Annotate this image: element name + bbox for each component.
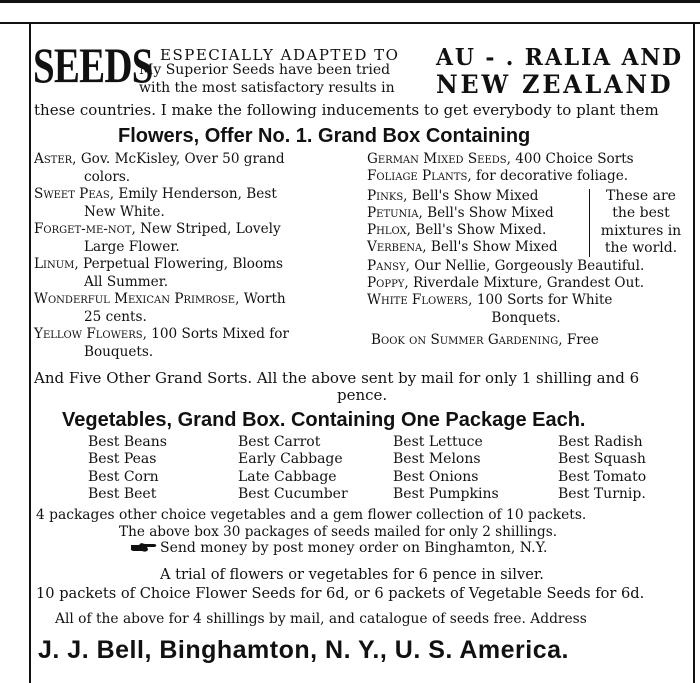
vegetables-heading: Vegetables, Grand Box. Containing One Package Each. <box>62 409 586 431</box>
flower-item-sweet-peas <box>34 186 277 221</box>
item-name: Poppy <box>367 275 405 291</box>
vegetable-column-2 <box>238 434 348 504</box>
item-name: Wonderful Mexican Primrose <box>34 291 236 307</box>
flower-item-forget-me-not <box>34 221 281 256</box>
flower-item-german-mixed <box>367 151 634 169</box>
region-line-new-zealand: NEW ZEALAND <box>436 70 674 99</box>
item-desc: , Perpetual Flowering, Blooms <box>74 256 284 272</box>
vegetable-column-4 <box>558 434 646 504</box>
vegetable-item: Best Radish <box>558 434 643 450</box>
item-desc: , Bell's Show Mixed <box>418 205 554 221</box>
top-rule <box>0 0 700 3</box>
item-desc: , Gov. McKisley, Over 50 grand <box>72 151 285 167</box>
item-desc: , Riverdale Mixture, Grandest Out. <box>404 275 645 291</box>
address-line: J. J. Bell, Binghamton, N. Y., U. S. America. <box>38 636 569 664</box>
item-name: Yellow Flowers <box>34 326 143 342</box>
vegetable-item: Best Lettuce <box>393 434 483 450</box>
item-desc-cont: Bouquets. <box>84 343 154 360</box>
adapted-line: ESPECIALLY ADAPTED TO <box>160 46 400 64</box>
seeds-headline: SEEDS <box>33 37 153 93</box>
item-desc: , for decorative foliage. <box>467 168 629 184</box>
intro-line: these countries. I make the following inducements to get everybody to plant them <box>34 101 659 119</box>
item-desc: , Our Nellie, Gorgeously Beautiful. <box>405 258 645 274</box>
tried-line: My Superior Seeds have been tried <box>139 62 391 78</box>
vegetable-column-1 <box>88 434 167 504</box>
item-name: Foliage Plants <box>367 168 468 184</box>
box-price-line: The above box 30 packages of seeds mailed for only 2 shillings. <box>119 524 558 540</box>
vegetable-item: Best Onions <box>393 468 479 485</box>
item-desc-cont: New White. <box>84 203 165 220</box>
mixtures-divider <box>589 189 590 257</box>
vegetable-item: Best Corn <box>88 468 159 485</box>
results-line: with the most satisfactory results in <box>139 80 395 96</box>
vegetable-item: Best Squash <box>558 451 646 468</box>
pointing-hand-icon <box>130 541 158 553</box>
item-desc-cont: colors. <box>84 168 131 185</box>
vegetable-column-3 <box>393 434 499 504</box>
flower-item-pinks <box>367 188 538 206</box>
item-desc: , 400 Choice Sorts <box>506 151 634 167</box>
item-name: Linum <box>34 256 75 272</box>
flower-item-verbena <box>367 239 558 257</box>
item-name: Forget-me-not <box>34 221 132 237</box>
flowers-heading: Flowers, Offer No. 1. Grand Box Containing <box>118 125 531 147</box>
item-desc: , Worth <box>235 291 286 307</box>
item-desc-cont: All Summer. <box>84 273 169 290</box>
vegetable-item: Early Cabbage <box>238 451 343 468</box>
vegetable-item: Best Pumpkins <box>393 486 499 503</box>
extra-packages-line: 4 packages other choice vegetables and a gem flower collection of 10 packets. <box>36 507 587 523</box>
item-name: Aster <box>34 151 73 167</box>
flower-item-pansy <box>367 258 644 276</box>
flower-item-linum <box>34 256 283 291</box>
flower-item-poppy <box>367 275 644 293</box>
vegetable-item: Best Cucumber <box>238 486 348 503</box>
flower-item-aster <box>34 151 285 186</box>
item-name: Sweet Peas <box>34 186 110 202</box>
flower-item-petunia <box>367 205 554 223</box>
region-line-australia: AU - . RALIA AND <box>436 44 684 71</box>
item-desc: , Emily Henderson, Best <box>109 186 277 202</box>
item-desc: , New Striped, Lovely <box>131 221 281 237</box>
vegetable-item: Best Beans <box>88 434 167 450</box>
vegetable-item: Best Melons <box>393 451 481 468</box>
mixtures-note-line: mixtures in <box>600 222 682 239</box>
vegetable-item: Best Carrot <box>238 434 321 450</box>
vegetable-item: Best Turnip. <box>558 486 646 503</box>
flower-item-book <box>371 332 599 350</box>
flower-item-mexican-primrose <box>34 291 286 326</box>
item-name: Pansy <box>367 258 406 274</box>
all-above-line: All of the above for 4 shillings by mail, and catalogue of seeds free. Address <box>55 611 587 627</box>
packets-line: 10 packets of Choice Flower Seeds for 6d, or 6 packets of Vegetable Seeds for 6d. <box>36 585 645 602</box>
flower-item-yellow-flowers <box>34 326 289 361</box>
item-desc: , Bell's Show Mixed <box>403 188 539 204</box>
mixtures-note <box>594 188 688 258</box>
vegetable-item: Late Cabbage <box>238 468 337 485</box>
item-name: Phlox <box>367 222 407 238</box>
item-name: Book on Summer Gardening <box>371 332 559 348</box>
vegetable-item: Best Beet <box>88 486 157 503</box>
left-border <box>29 22 31 683</box>
item-desc: , 100 Sorts Mixed for <box>142 326 289 342</box>
trial-line: A trial of flowers or vegetables for 6 pence in silver. <box>160 566 544 583</box>
flowers-closing-line-cont: pence. <box>337 386 388 404</box>
item-name: Verbena <box>367 239 423 255</box>
flower-item-white-flowers <box>367 292 685 327</box>
mixtures-note-line: These are <box>606 188 676 204</box>
item-name: White Flowers <box>367 292 469 308</box>
vegetable-item: Best Tomato <box>558 468 647 485</box>
top-rule-inner <box>0 22 700 24</box>
right-border <box>693 22 695 683</box>
send-money-text: Send money by post money order on Binghamton, N.Y. <box>160 540 548 556</box>
flower-item-foliage <box>367 168 628 186</box>
send-money-line <box>130 540 547 556</box>
item-desc: , 100 Sorts for White <box>468 292 613 308</box>
vegetable-item: Best Peas <box>88 451 157 468</box>
item-desc-cont: 25 cents. <box>84 308 147 325</box>
item-name: German Mixed Seeds <box>367 151 507 167</box>
flowers-closing-line: And Five Other Grand Sorts. All the above sent by mail for only 1 shilling and 6 <box>34 369 640 387</box>
item-name: Pinks <box>367 188 404 204</box>
mixtures-note-line: the world. <box>604 240 678 257</box>
flower-item-phlox <box>367 222 546 240</box>
item-desc: , Free <box>558 332 599 348</box>
item-name: Petunia <box>367 205 419 221</box>
item-desc-cont: Large Flower. <box>84 238 180 255</box>
item-desc: , Bell's Show Mixed. <box>406 222 547 238</box>
item-desc-cont: Bonquets. <box>491 309 561 326</box>
mixtures-note-line: the best <box>612 205 670 222</box>
item-desc: , Bell's Show Mixed <box>422 239 558 255</box>
